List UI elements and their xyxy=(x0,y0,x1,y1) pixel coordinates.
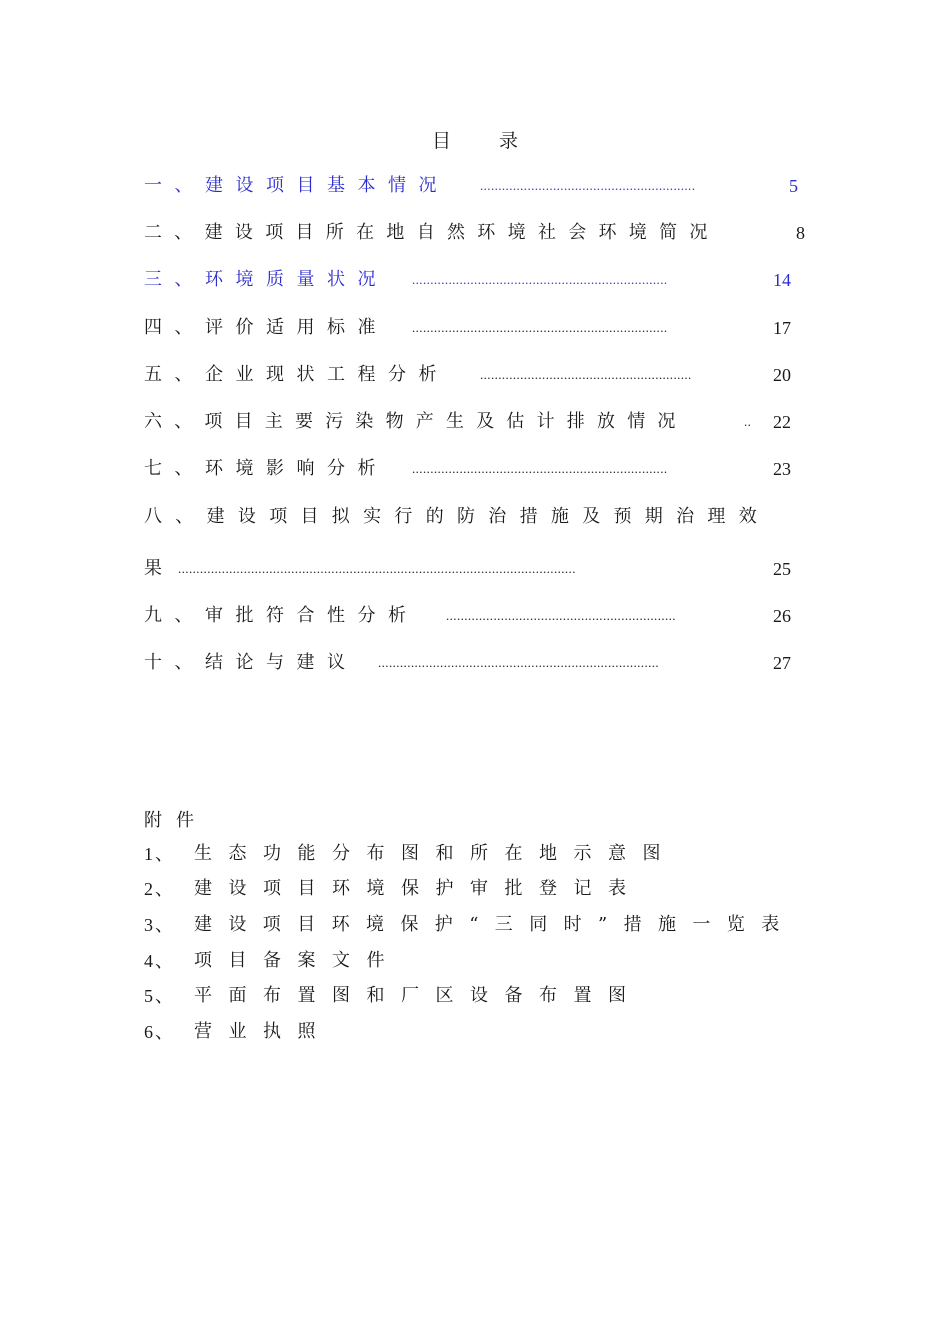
toc-leader-dots: .. xyxy=(744,414,752,429)
toc-entry-3[interactable] xyxy=(144,267,804,293)
attachment-item xyxy=(144,983,643,1010)
attachment-text: 建设项目环境保护审批登记表 xyxy=(194,878,643,899)
toc-page-number: 27 xyxy=(773,653,791,673)
attachment-item xyxy=(144,841,677,868)
toc-page-number: 20 xyxy=(773,365,791,385)
toc-leader-dots: .......................................................... xyxy=(480,367,692,382)
toc-entry-label: 四、评价适用标准 xyxy=(144,317,388,338)
toc-entry-5[interactable] xyxy=(144,362,804,388)
toc-entry-label: 三、环境质量状况 xyxy=(144,269,388,290)
attachments-heading: 附件 xyxy=(144,810,208,831)
toc-entry-label: 六、项目主要污染物产生及估计排放情况 xyxy=(144,411,688,432)
attachment-item xyxy=(144,948,401,975)
toc-leader-dots: ............................................................................. xyxy=(378,655,660,670)
toc-leader-dots: ...................................................................... xyxy=(412,320,668,335)
attachment-item xyxy=(144,876,643,903)
attachment-text: 项目备案文件 xyxy=(194,950,401,971)
attachment-number: 5、 xyxy=(144,986,175,1006)
toc-leader-dots: ...................................................................... xyxy=(412,461,668,476)
attachment-text: 生态功能分布图和所在地示意图 xyxy=(194,843,677,864)
toc-page-number: 26 xyxy=(773,606,791,626)
toc-entry-label: 二、建设项目所在地自然环境社会环境简况 xyxy=(144,222,720,243)
toc-leader-dots: ........................................................... xyxy=(480,178,696,193)
attachment-number: 1、 xyxy=(144,844,175,864)
toc-page-number: 14 xyxy=(773,270,791,290)
toc-page-number: 25 xyxy=(773,559,791,579)
toc-title: 目录 xyxy=(431,130,566,152)
attachment-item xyxy=(144,1019,332,1046)
toc-page-number: 8 xyxy=(796,223,805,243)
toc-entry-label: 七、环境影响分析 xyxy=(144,458,388,479)
attachment-number: 3、 xyxy=(144,915,175,935)
attachment-number: 2、 xyxy=(144,879,175,899)
toc-entry-8[interactable] xyxy=(144,504,824,530)
toc-entry-1[interactable] xyxy=(144,173,804,199)
toc-entry-label: 八、建设项目拟实行的防治措施及预期治理效 xyxy=(144,506,770,527)
toc-leader-dots: ............................................................................................................. xyxy=(178,561,576,576)
toc-entry-10[interactable] xyxy=(144,650,804,676)
toc-entry-7[interactable] xyxy=(144,456,804,482)
toc-entry-label: 五、企业现状工程分析 xyxy=(144,364,449,385)
attachment-number: 6、 xyxy=(144,1022,175,1042)
toc-page-number: 22 xyxy=(773,412,791,432)
toc-entry-4[interactable] xyxy=(144,315,804,341)
toc-entry-label: 一、建设项目基本情况 xyxy=(144,175,449,196)
toc-leader-dots: ...................................................................... xyxy=(412,272,668,287)
toc-page-number: 17 xyxy=(773,318,791,338)
toc-entry-6[interactable] xyxy=(144,409,804,435)
toc-page-number: 23 xyxy=(773,459,791,479)
attachment-text: 营业执照 xyxy=(194,1021,332,1042)
attachment-number: 4、 xyxy=(144,951,175,971)
toc-entry-2[interactable] xyxy=(144,220,814,246)
toc-entry-label: 九、审批符合性分析 xyxy=(144,605,419,626)
attachment-item xyxy=(144,912,796,939)
toc-page-number: 5 xyxy=(789,176,798,196)
attachment-text: 建设项目环境保护“三同时”措施一览表 xyxy=(194,914,796,935)
toc-entry-label: 果 xyxy=(144,558,175,579)
toc-entry-8-cont[interactable] xyxy=(144,556,804,582)
toc-entry-label: 十、结论与建议 xyxy=(144,652,358,673)
toc-entry-9[interactable] xyxy=(144,603,804,629)
toc-leader-dots: ............................................................... xyxy=(446,608,676,623)
attachment-text: 平面布置图和厂区设备布置图 xyxy=(194,985,643,1006)
